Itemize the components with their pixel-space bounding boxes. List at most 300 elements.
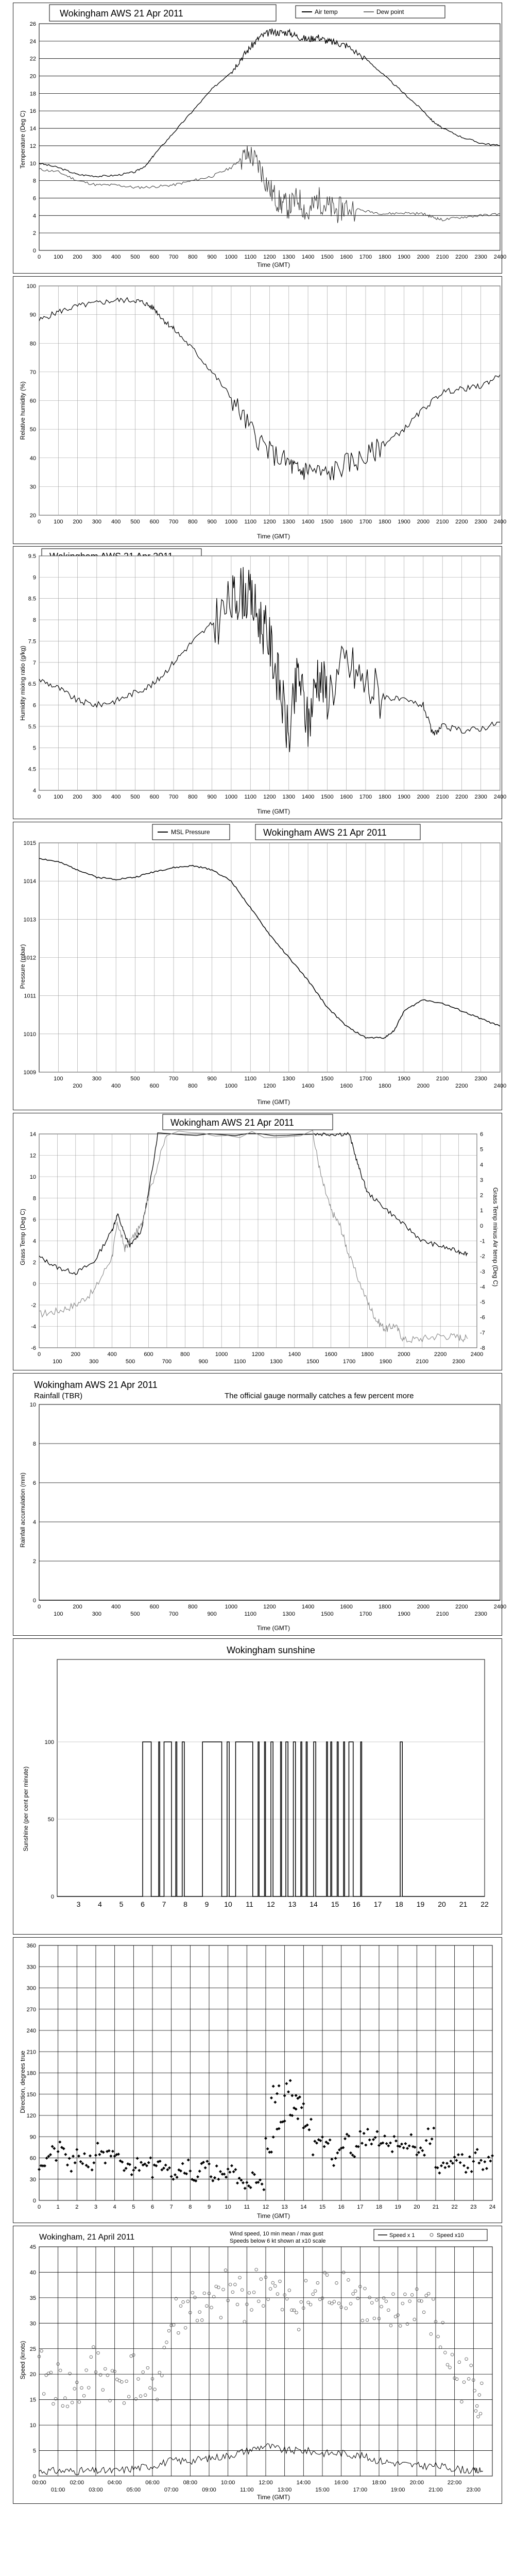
y-tick-label: 7.5 <box>28 638 36 645</box>
y-tick-label: 50 <box>29 427 36 433</box>
y-tick-label: 5 <box>32 2448 36 2454</box>
x-tick-label: 1400 <box>288 1351 301 1358</box>
plot-area <box>30 21 506 260</box>
x-tick-label: 600 <box>149 1083 159 1089</box>
x-tick-label: 1200 <box>263 1083 276 1089</box>
x-tick-label: 1800 <box>379 254 391 260</box>
x-tick-label: 900 <box>207 254 217 260</box>
x-tick-label: 1300 <box>270 1359 283 1365</box>
x-tick-label: 1000 <box>225 519 238 525</box>
x-tick-label: 800 <box>188 1604 198 1610</box>
x-tick-label: 2100 <box>436 254 449 260</box>
x-tick-label: 2200 <box>455 519 468 525</box>
y2-tick-label: -8 <box>480 1345 485 1351</box>
x-tick-label: 300 <box>89 1359 99 1365</box>
y2-tick-label: 4 <box>480 1162 484 1168</box>
plot-area <box>28 553 507 800</box>
x-tick-label: 13 <box>281 2204 288 2210</box>
x-tick-label: 3 <box>94 2204 98 2210</box>
y-tick-label: 100 <box>44 1739 54 1745</box>
x-tick-label: 500 <box>130 1611 140 1617</box>
pressure-chart <box>13 822 507 1110</box>
x-tick-label: 1400 <box>301 254 315 260</box>
x-tick-label: 100 <box>54 1076 63 1082</box>
y-tick-label: 20 <box>29 513 36 519</box>
y-tick-label: 330 <box>26 1964 36 1971</box>
y-tick-label: 2 <box>32 1260 36 1266</box>
x-tick-label: 9 <box>204 1900 209 1908</box>
x-tick-label: 800 <box>188 1083 198 1089</box>
x-tick-label: 1000 <box>225 254 238 260</box>
x-tick-label: 22 <box>451 2204 458 2210</box>
plot-area <box>27 1943 495 2210</box>
x-tick-label: 20 <box>414 2204 420 2210</box>
x-tick-label: 1300 <box>282 794 296 800</box>
y2-tick-label: -1 <box>480 1238 485 1245</box>
x-tick-label: 03:00 <box>89 2487 103 2493</box>
y-tick-label: 1011 <box>24 993 36 999</box>
x-tick-label: 800 <box>188 519 198 525</box>
x-tick-label: 4 <box>113 2204 116 2210</box>
plot-frame <box>39 1404 500 1600</box>
y2-axis-label: Grass Temp minus Air temp (Deg C) <box>492 1187 499 1287</box>
x-tick-label: 22:00 <box>447 2480 462 2486</box>
x-tick-label: 1700 <box>342 1359 356 1365</box>
x-tick-label: 8 <box>188 2204 192 2210</box>
y2-tick-label: -2 <box>480 1253 485 1260</box>
x-tick-label: 21 <box>432 2204 439 2210</box>
y-tick-label: 70 <box>29 369 36 376</box>
y-tick-label: 300 <box>26 1985 36 1992</box>
x-tick-label: 600 <box>144 1351 153 1358</box>
x-tick-label: 900 <box>207 1611 217 1617</box>
y2-tick-label: 5 <box>480 1146 484 1153</box>
x-tick-label: 1900 <box>398 794 410 800</box>
x-tick-label: 23:00 <box>466 2487 481 2493</box>
y2-tick-label: 1 <box>480 1208 484 1214</box>
plot-area <box>30 2244 492 2493</box>
x-tick-label: 1 <box>56 2204 60 2210</box>
y-axis-label: Sunshine (per cent per minute) <box>22 1766 29 1852</box>
x-tick-label: 13 <box>288 1900 297 1908</box>
legend-label-speed-x1: Speed x 1 <box>389 2232 415 2239</box>
y-tick-label: 14 <box>29 1131 36 1138</box>
y-axis-label: Rainfall accumulation (mm) <box>19 1472 26 1548</box>
y-tick-label: 30 <box>29 2320 36 2327</box>
x-tick-label: 700 <box>168 1611 179 1617</box>
x-tick-label: 2 <box>75 2204 79 2210</box>
y-tick-label: 0 <box>32 248 36 254</box>
y-tick-label: -2 <box>31 1302 36 1309</box>
y-tick-label: 1012 <box>23 955 36 961</box>
y-tick-label: 6 <box>32 195 36 202</box>
x-tick-label: 15 <box>331 1900 339 1908</box>
y-tick-label: 0 <box>32 2473 36 2480</box>
x-tick-label: 100 <box>54 1611 63 1617</box>
chart-title: Wokingham, 21 April 2011 <box>39 2233 135 2242</box>
sunshine-chart-panel <box>13 1638 502 1935</box>
x-tick-label: 17 <box>373 1900 382 1908</box>
x-tick-label: 400 <box>107 1351 117 1358</box>
y-tick-label: 6 <box>32 1217 36 1223</box>
x-tick-label: 18 <box>395 1900 403 1908</box>
x-tick-label: 1500 <box>321 254 334 260</box>
x-tick-label: 2200 <box>434 1351 447 1358</box>
x-tick-label: 500 <box>130 519 140 525</box>
y-tick-label: 30 <box>29 484 36 490</box>
x-tick-label: 2100 <box>436 519 449 525</box>
temperature-chart-panel <box>13 3 507 274</box>
x-tick-label: 1000 <box>215 1351 228 1358</box>
x-tick-label: 2000 <box>417 794 430 800</box>
x-tick-label: 1100 <box>233 1359 246 1365</box>
x-tick-label: 02:00 <box>70 2480 84 2486</box>
wind-direction-chart <box>13 1938 502 2223</box>
x-tick-label: 10:00 <box>220 2480 235 2486</box>
wind-speed-chart <box>13 2226 502 2503</box>
x-tick-label: 500 <box>130 254 140 260</box>
x-tick-label: 2200 <box>455 1083 468 1089</box>
x-tick-label: 21 <box>459 1900 468 1908</box>
rainfall-chart <box>13 1374 507 1635</box>
x-tick-label: 300 <box>92 794 102 800</box>
x-tick-label: 1500 <box>321 1076 334 1082</box>
x-tick-label: 09:00 <box>202 2487 216 2493</box>
y-tick-label: -4 <box>31 1324 36 1330</box>
x-tick-label: 0 <box>37 254 41 260</box>
x-tick-label: 16 <box>352 1900 360 1908</box>
y-tick-label: 1013 <box>23 917 36 923</box>
x-tick-label: 1100 <box>244 254 257 260</box>
x-tick-label: 1500 <box>321 1611 334 1617</box>
y2-tick-label: 2 <box>480 1192 484 1199</box>
y2-tick-label: -4 <box>480 1284 485 1291</box>
x-tick-label: 1800 <box>379 794 391 800</box>
y-tick-label: 60 <box>29 398 36 404</box>
x-tick-label: 1700 <box>359 1076 372 1082</box>
x-tick-label: 1200 <box>263 519 276 525</box>
x-tick-label: 12 <box>267 1900 275 1908</box>
x-tick-label: 1700 <box>359 254 372 260</box>
x-tick-label: 1700 <box>359 519 372 525</box>
x-tick-label: 1600 <box>340 254 353 260</box>
x-axis-label: Time (GMT) <box>256 808 290 815</box>
x-tick-label: 10 <box>224 1900 232 1908</box>
y-tick-label: 25 <box>29 2346 36 2352</box>
y-tick-label: 1009 <box>23 1070 36 1076</box>
legend-label-pressure: MSL Pressure <box>171 828 210 836</box>
x-tick-label: 14 <box>310 1900 318 1908</box>
x-tick-label: 600 <box>149 519 159 525</box>
x-tick-label: 2300 <box>474 1611 487 1617</box>
y-tick-label: 40 <box>29 455 36 462</box>
chart-note-2: Speeds below 6 kt shown at x10 scale <box>230 2238 326 2244</box>
x-tick-label: 1200 <box>251 1351 265 1358</box>
x-tick-label: 21:00 <box>428 2487 443 2493</box>
x-tick-label: 2400 <box>493 794 507 800</box>
x-tick-label: 2100 <box>436 1611 449 1617</box>
x-tick-label: 1200 <box>263 1604 276 1610</box>
x-tick-label: 600 <box>149 794 159 800</box>
x-tick-label: 900 <box>207 1076 217 1082</box>
x-tick-label: 300 <box>92 519 102 525</box>
y-tick-label: 5.5 <box>28 723 36 730</box>
x-tick-label: 100 <box>54 794 63 800</box>
y-tick-label: 150 <box>26 2091 36 2098</box>
y-tick-label: 8.5 <box>28 596 36 602</box>
y2-tick-label: -7 <box>480 1330 485 1336</box>
y-tick-label: 16 <box>29 108 36 115</box>
y-tick-label: 4 <box>32 1238 36 1245</box>
x-tick-label: 06:00 <box>145 2480 160 2486</box>
x-tick-label: 600 <box>149 254 159 260</box>
chart-annotation: The official gauge normally catches a few percent more <box>225 1392 414 1400</box>
x-tick-label: 1900 <box>398 1611 410 1617</box>
x-axis-label: Time (GMT) <box>256 2494 290 2501</box>
x-tick-label: 2400 <box>493 1083 507 1089</box>
mixing-ratio-chart <box>13 547 507 819</box>
y-tick-label: 4 <box>32 788 36 794</box>
x-tick-label: 8 <box>183 1900 187 1908</box>
wind-direction-chart-panel <box>13 1937 502 2223</box>
x-tick-label: 1300 <box>282 1611 296 1617</box>
x-tick-label: 700 <box>168 794 179 800</box>
x-tick-label: 1800 <box>361 1351 374 1358</box>
x-tick-label: 1000 <box>225 794 238 800</box>
x-tick-label: 400 <box>111 254 121 260</box>
x-tick-label: 6 <box>150 2204 154 2210</box>
y-tick-label: 22 <box>29 56 36 62</box>
x-tick-label: 24 <box>489 2204 496 2210</box>
legend-label-air-temp: Air temp <box>315 8 338 15</box>
x-tick-label: 11:00 <box>239 2487 254 2493</box>
legend-label-speed-x10: Speed x10 <box>437 2232 464 2239</box>
x-tick-label: 1600 <box>340 794 353 800</box>
y-axis-label: Relative humidity (%) <box>19 381 26 440</box>
chart-title: Wokingham AWS 21 Apr 2011 <box>263 827 387 838</box>
y-tick-label: 2 <box>32 230 36 237</box>
y-tick-label: -6 <box>31 1345 36 1351</box>
x-tick-label: 1500 <box>306 1359 319 1365</box>
chart-title: Wokingham AWS 21 Apr 2011 <box>60 8 183 19</box>
x-tick-label: 1600 <box>340 519 353 525</box>
x-tick-label: 2000 <box>417 254 430 260</box>
x-tick-label: 400 <box>111 794 121 800</box>
y-tick-label: 4 <box>32 213 36 219</box>
x-tick-label: 900 <box>198 1359 208 1365</box>
x-tick-label: 1100 <box>244 1076 257 1082</box>
x-tick-label: 4 <box>98 1900 102 1908</box>
y-tick-label: 2 <box>32 1558 36 1565</box>
x-tick-label: 14 <box>300 2204 307 2210</box>
x-tick-label: 100 <box>54 519 63 525</box>
y2-tick-label: -3 <box>480 1268 485 1275</box>
x-tick-label: 1400 <box>301 519 315 525</box>
x-tick-label: 5 <box>132 2204 135 2210</box>
x-tick-label: 12:00 <box>259 2480 273 2486</box>
x-tick-label: 900 <box>207 794 217 800</box>
y-tick-label: 15 <box>29 2397 36 2403</box>
y-tick-label: 90 <box>29 312 36 318</box>
x-tick-label: 11 <box>244 2204 250 2210</box>
x-tick-label: 1300 <box>282 519 296 525</box>
x-tick-label: 2100 <box>416 1359 428 1365</box>
plot-frame <box>39 24 500 250</box>
y-tick-label: 4 <box>32 1519 36 1526</box>
x-tick-label: 20:00 <box>409 2480 424 2486</box>
x-tick-label: 17:00 <box>353 2487 368 2493</box>
x-tick-label: 2400 <box>470 1351 484 1358</box>
chart-subtitle: Rainfall (TBR) <box>34 1392 83 1400</box>
x-tick-label: 1900 <box>398 254 410 260</box>
x-tick-label: 500 <box>130 1076 140 1082</box>
x-tick-label: 2300 <box>474 254 487 260</box>
x-tick-label: 400 <box>111 519 121 525</box>
y-tick-label: 0 <box>32 1281 36 1287</box>
x-tick-label: 9 <box>207 2204 211 2210</box>
y-tick-label: 14 <box>29 126 36 132</box>
x-tick-label: 1700 <box>359 1611 372 1617</box>
x-tick-label: 1600 <box>340 1604 353 1610</box>
x-tick-label: 2100 <box>436 794 449 800</box>
x-tick-label: 0 <box>37 794 41 800</box>
y-axis-label: Humidity mixing ratio (g/kg) <box>19 646 26 721</box>
plot-area <box>30 1130 485 1365</box>
x-tick-label: 2000 <box>417 1604 430 1610</box>
y-tick-label: 270 <box>26 2006 36 2013</box>
x-tick-label: 1300 <box>282 254 296 260</box>
x-tick-label: 1600 <box>340 1083 353 1089</box>
x-tick-label: 18:00 <box>372 2480 386 2486</box>
y-tick-label: 0 <box>50 1894 54 1900</box>
y-tick-label: 1014 <box>23 878 36 885</box>
y2-tick-label: -6 <box>480 1314 485 1321</box>
x-tick-label: 20 <box>438 1900 446 1908</box>
x-tick-label: 2300 <box>452 1359 465 1365</box>
x-tick-label: 16:00 <box>334 2480 349 2486</box>
x-tick-label: 1500 <box>321 794 334 800</box>
y-tick-label: 8 <box>32 1195 36 1202</box>
x-tick-label: 16 <box>338 2204 345 2210</box>
plot-area <box>30 1402 506 1617</box>
x-tick-label: 05:00 <box>126 2487 141 2493</box>
temperature-chart <box>13 3 507 273</box>
y-tick-label: 8 <box>32 1441 36 1447</box>
x-tick-label: 1400 <box>301 1604 315 1610</box>
chart-note-1: Wind speed, 10 min mean / max gust <box>230 2231 323 2237</box>
x-tick-label: 1500 <box>321 519 334 525</box>
x-tick-label: 800 <box>188 254 198 260</box>
y-tick-label: 26 <box>29 21 36 27</box>
legend-label-dew-point: Dew point <box>376 8 404 15</box>
x-tick-label: 1400 <box>301 794 315 800</box>
x-tick-label: 200 <box>73 519 82 525</box>
x-axis-label: Time (GMT) <box>256 533 290 540</box>
x-tick-label: 100 <box>53 1359 62 1365</box>
x-tick-label: 2100 <box>436 1076 449 1082</box>
x-tick-label: 200 <box>73 1604 82 1610</box>
x-tick-label: 0 <box>37 1351 41 1358</box>
sunshine-chart <box>13 1639 502 1934</box>
chart-title: Wokingham AWS 21 Apr 2011 <box>170 1117 294 1128</box>
y-tick-label: 8 <box>32 617 36 624</box>
y-axis-label: Direction, degrees true <box>19 2050 26 2113</box>
x-tick-label: 1800 <box>379 519 391 525</box>
y-axis-label: Grass Temp (Deg C) <box>19 1209 26 1265</box>
y-tick-label: 10 <box>29 2422 36 2429</box>
x-tick-label: 0 <box>37 519 41 525</box>
x-tick-label: 700 <box>168 1076 179 1082</box>
x-tick-label: 1900 <box>398 519 410 525</box>
pressure-chart-panel <box>13 822 507 1110</box>
wind-speed-chart-panel <box>13 2226 502 2504</box>
x-tick-label: 2300 <box>474 519 487 525</box>
y-tick-label: 4.5 <box>28 766 36 773</box>
x-tick-label: 1200 <box>263 254 276 260</box>
y-tick-label: 10 <box>29 1402 36 1408</box>
chart-title: Wokingham AWS 21 Apr 2011 <box>34 1380 158 1390</box>
relative-humidity-chart-panel <box>13 276 507 544</box>
x-tick-label: 2400 <box>493 254 507 260</box>
x-tick-label: 1800 <box>379 1083 391 1089</box>
x-tick-label: 10 <box>225 2204 231 2210</box>
y-tick-label: 30 <box>29 2176 36 2183</box>
x-tick-label: 100 <box>54 254 63 260</box>
x-tick-label: 2000 <box>417 1083 430 1089</box>
y-tick-label: 50 <box>47 1817 54 1823</box>
x-tick-label: 19 <box>394 2204 401 2210</box>
rainfall-chart-panel <box>13 1373 507 1636</box>
y-tick-label: 12 <box>29 143 36 149</box>
y-tick-label: 9.5 <box>28 553 36 560</box>
x-tick-label: 08:00 <box>183 2480 198 2486</box>
x-tick-label: 01:00 <box>50 2487 65 2493</box>
x-tick-label: 3 <box>76 1900 81 1908</box>
y-tick-label: 6 <box>32 1480 36 1486</box>
y-axis-label: Pressure (mbar) <box>19 944 26 989</box>
x-tick-label: 700 <box>168 519 179 525</box>
y-tick-label: 180 <box>26 2070 36 2077</box>
x-tick-label: 07:00 <box>164 2487 179 2493</box>
x-tick-label: 7 <box>162 1900 166 1908</box>
x-tick-label: 19 <box>416 1900 425 1908</box>
x-tick-label: 1900 <box>398 1076 410 1082</box>
x-tick-label: 17 <box>357 2204 364 2210</box>
x-axis-label: Time (GMT) <box>256 1624 290 1632</box>
y-tick-label: 6.5 <box>28 681 36 688</box>
y-tick-label: 0 <box>32 2198 36 2204</box>
x-tick-label: 5 <box>119 1900 124 1908</box>
y-tick-label: 0 <box>32 1598 36 1604</box>
x-axis-label: Time (GMT) <box>256 261 290 268</box>
y-tick-label: 1015 <box>23 840 36 846</box>
x-tick-label: 300 <box>92 254 102 260</box>
y-tick-label: 20 <box>29 2371 36 2378</box>
y-axis-label: Speed (knots) <box>19 2341 26 2380</box>
x-tick-label: 14:00 <box>296 2480 311 2486</box>
x-tick-label: 11 <box>246 1900 253 1908</box>
x-tick-label: 2400 <box>493 519 507 525</box>
x-tick-label: 23 <box>470 2204 477 2210</box>
x-tick-label: 1600 <box>324 1351 337 1358</box>
chart-title: Wokingham sunshine <box>227 1645 315 1655</box>
x-tick-label: 300 <box>92 1611 102 1617</box>
x-tick-label: 200 <box>71 1351 81 1358</box>
y-tick-label: 20 <box>29 73 36 80</box>
x-tick-label: 600 <box>149 1604 159 1610</box>
x-tick-label: 1000 <box>225 1604 238 1610</box>
x-tick-label: 0 <box>37 2204 41 2210</box>
